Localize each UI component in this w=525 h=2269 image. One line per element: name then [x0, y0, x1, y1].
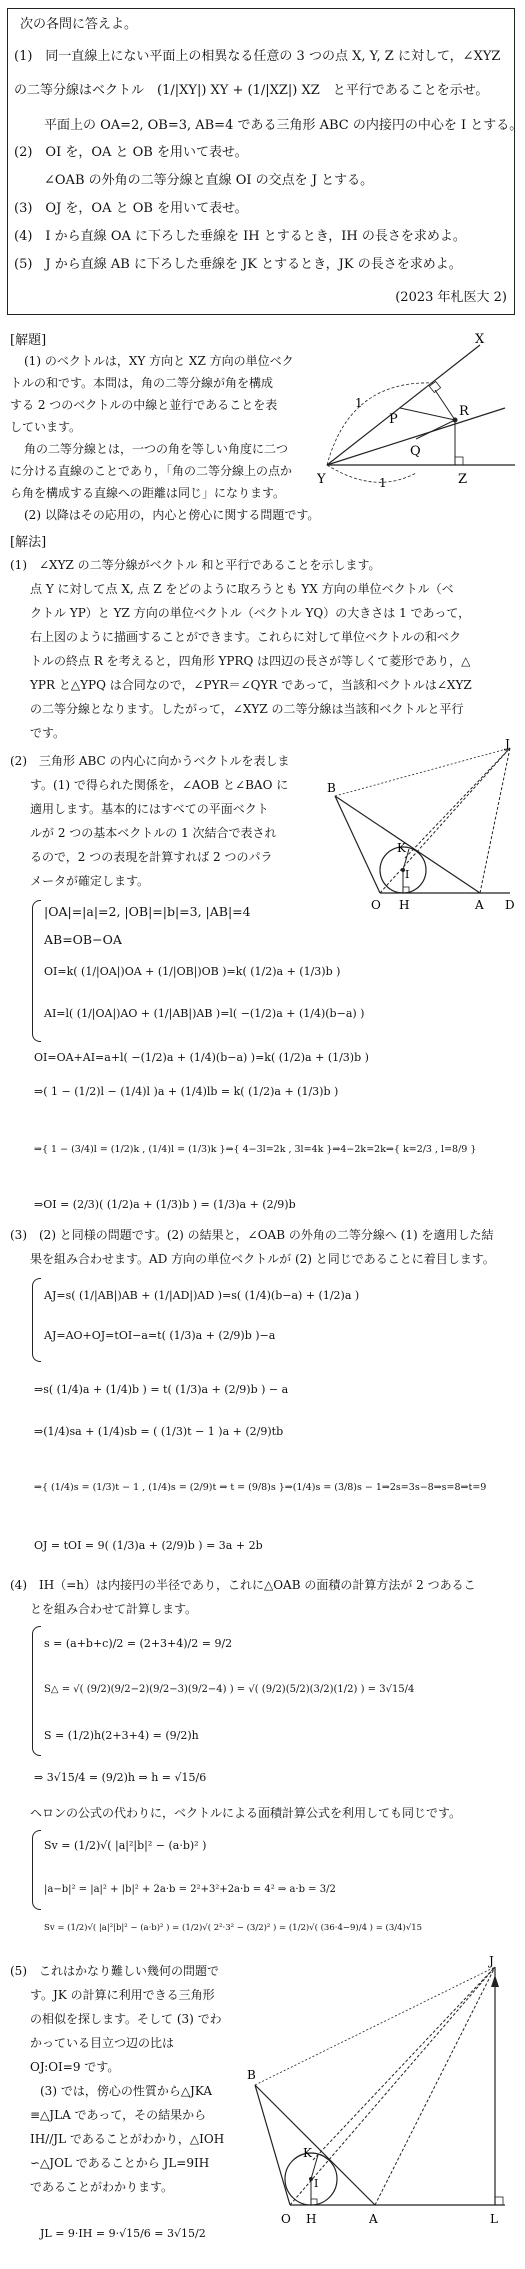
kaidai-line: トルの和です。本問は，角の二等分線が角を構成 [10, 376, 274, 390]
solution-1-line: クトル YP）と YZ 方向の単位ベクトル（ベクトル YQ）の大きさは 1 であって， [30, 606, 471, 620]
question-4: (4) I から直線 OA に下ろした垂線を IH とするとき，IH の長さを求めよ。 [14, 229, 466, 244]
equation-line: ⇒ 3√15/4 = (9/2)h ⇒ h = √15/6 [34, 1771, 207, 1784]
solution-5-line: ∽△JOL であることから JL=9IH [30, 2156, 210, 2170]
equation-line: JL = 9·IH = 9·√15/6 = 3√15/2 [40, 2227, 206, 2240]
label-q: Q [410, 444, 421, 459]
solution-5-line: の相似を探します。そして (3) でわ [30, 2012, 222, 2026]
right-angle-mark [455, 457, 463, 465]
equation-line: s = (a+b+c)/2 = (2+3+4)/2 = 9/2 [44, 1637, 233, 1650]
solution-3-line: 果を組み合わせます。AD 方向の単位ベクトルが (2) と同じであることに着目します。 [30, 1252, 495, 1266]
solution-4-note: ヘロンの公式の代わりに，ベクトルによる面積計算公式を利用しても同じです。 [30, 1806, 462, 1820]
solution-5-line: OJ:OI=9 です。 [30, 2060, 120, 2074]
equation-line: AI=l( (1/|OA|)AO + (1/|AB|)AB )=l( −(1/2)a + (1/4)(b−a) ) [44, 1007, 365, 1020]
equation-line: ⇒{ 1 − (3/4)l = (1/2)k , (1/4)l = (1/3)k }⇒{ 4−3l=2k , 3l=4k }⇒4−2k=2k⇒{ k=2/3 , l=8/9 } [34, 1144, 477, 1155]
label-h: H [306, 2212, 317, 2226]
equation-line: Sv = (1/2)√( |a|²|b|² − (a·b)² ) [44, 1839, 207, 1852]
label-one: 1 [355, 396, 363, 410]
label-b: B [247, 2068, 256, 2082]
label-i: I [405, 868, 410, 881]
equation-line: AJ=s( (1/|AB|)AB + (1/|AD|)AD )=s( (1/4)(b−a) + (1/2)a ) [44, 1289, 360, 1302]
equation-line: S△ = √( (9/2)(9/2−2)(9/2−3)(9/2−4) ) = √( (9/2)(5/2)(3/2)(1/2) ) = 3√15/4 [44, 1684, 415, 1695]
label-x: X [475, 332, 485, 347]
equation-line: ⇒( 1 − (1/2)l − (1/4)l )a + (1/4)lb = k( (1/2)a + (1/3)b ) [34, 1085, 339, 1098]
solution-1-line: です。 [30, 726, 66, 740]
question-3: (3) OJ を，OA と OB を用いて表せ。 [14, 201, 248, 216]
line-oj [290, 1967, 495, 2205]
ray-yx [327, 345, 480, 465]
equation-line: S = (1/2)h(2+3+4) = (9/2)h [44, 1729, 199, 1742]
line-bj [335, 748, 510, 796]
kaidai-line: する 2 つのベクトルの中線と並行であることを表 [10, 398, 278, 412]
problem-setup-2: ∠OAB の外角の二等分線と直線 OI の交点を J とする。 [44, 173, 374, 188]
problem-source: (2023 年札医大 2) [395, 290, 507, 305]
solution-1-line: 点 Y に対して点 X, 点 Z をどのように取ろうとも YX 方向の単位ベクトル（ベ [30, 582, 454, 596]
line-aj [480, 748, 510, 893]
equation-line: |a−b|² = |a|² + |b|² + 2a·b = 2²+3²+2a·b = 4² ⇒ a·b = 3/2 [44, 1884, 336, 1895]
label-p: P [389, 412, 398, 427]
solution-5-line: であることがわかります。 [30, 2180, 174, 2194]
label-j: J [505, 738, 510, 751]
line-oj [380, 748, 510, 893]
label-r: R [459, 404, 469, 419]
equation-line: ⇒s( (1/4)a + (1/4)b ) = t( (1/3)a + (2/9)b ) − a [34, 1383, 289, 1396]
label-a: A [369, 2212, 378, 2226]
equation-line: ⇒OI = (2/3)( (1/2)a + (1/3)b ) = (1/3)a + (2/9)b [34, 1198, 296, 1211]
kaiho-heading: [解法] [10, 535, 47, 550]
solution-1-line: YPR と△YPQ は合同なので，∠PYR＝∠QYR であって，当該和ベクトルは∠XYZ [30, 678, 472, 692]
equation-line: ⇒{ (1/4)s = (1/3)t − 1 , (1/4)s = (2/9)t ⇒ t = (9/8)s }⇒(1/4)s = (3/8)s − 1⇒2s=3s−8⇒s=8⇒t=9 [34, 1482, 487, 1493]
incircle-figure-l [245, 1955, 515, 2255]
arrow-head [491, 1975, 499, 1987]
equation-brace [32, 1830, 41, 1910]
solution-2-line: 適用します。基本的にはすべての平面ベクト [30, 802, 269, 816]
label-b: B [327, 781, 336, 795]
equation-line: OI=OA+AI=a+l( −(1/2)a + (1/4)(b−a) )=k( (1/2)a + (1/3)b ) [34, 1051, 369, 1064]
label-o: O [371, 898, 381, 912]
solution-1-line: の二等分線となります。したがって，∠XYZ の二等分線は当該和ベクトルと平行 [30, 702, 464, 716]
solution-5-line: かっている目立つ辺の比は [30, 2036, 175, 2050]
solution-2-line: す。(1) で得られた関係を，∠AOB と∠BAO に [30, 778, 289, 792]
equation-line: |OA|=|a|=2, |OB|=|b|=3, |AB|=4 [44, 904, 251, 919]
equation-line: OJ = tOI = 9( (1/3)a + (2/9)b ) = 3a + 2b [34, 1539, 263, 1552]
equation-brace [32, 900, 41, 1042]
label-one: 1 [379, 476, 387, 490]
kaidai-line: ら角を構成する直線への距離は同じ」になります。 [10, 486, 286, 500]
label-d: D [505, 898, 515, 912]
solution-1-line: 右上図のように描画することができます。これらに対して単位ベクトルの和ベク [30, 630, 462, 644]
equation-brace [32, 1278, 41, 1362]
perpendicular-line [435, 390, 455, 420]
question-1-line1: (1) 同一直線上にない平面上の相異なる任意の 3 つの点 X, Y, Z に対して，∠XYZ [14, 49, 501, 64]
label-j: J [489, 1955, 494, 1968]
kaidai-line: (2) 以降はその応用の，内心と傍心に関する問題です。 [24, 508, 320, 522]
question-1-line2: の二等分線はベクトル (1/|XY|) XY + (1/|XZ|) XZ と平行であることを示せ。 [14, 83, 489, 98]
solution-2-line: ルが 2 つの基本ベクトルの 1 次結合で表され [30, 826, 277, 840]
equation-line: OI=k( (1/|OA|)OA + (1/|OB|)OB )=k( (1/2)a + (1/3)b ) [44, 965, 341, 978]
label-i: I [314, 2177, 319, 2190]
line-kj [405, 748, 510, 858]
rhombus-side [400, 408, 455, 420]
label-o: O [281, 2212, 291, 2226]
question-2: (2) OI を，OA と OB を用いて表せ。 [14, 145, 248, 160]
label-h: H [399, 898, 410, 912]
solution-5-line: (5) これはかなり難しい幾何の問題で [10, 1964, 219, 1978]
equation-line: AB=OB−OA [44, 932, 122, 947]
equation-line: Sv = (1/2)√( |a|²|b|² − (a·b)² ) = (1/2)√( 2²·3² − (3/2)² ) = (1/2)√( (36·4−9)/4 ) = (3/4)√15 [44, 1923, 423, 1933]
label-z: Z [458, 472, 468, 487]
kaidai-line: 角の二等分線とは，一つの角を等しい角度に二つ [24, 442, 289, 456]
line-bj [255, 1967, 495, 2085]
problem-setup-1: 平面上の OA=2, OB=3, AB=4 である三角形 ABC の内接円の中心を I とする。 [44, 118, 523, 133]
label-y: Y [317, 472, 326, 487]
equation-line: AJ=AO+OJ=tOI−a=t( (1/3)a + (2/9)b )−a [44, 1329, 276, 1342]
kaidai-line: (1) のベクトルは，XY 方向と XZ 方向の単位ベク [24, 354, 294, 368]
question-5: (5) J から直線 AB に下ろした垂線を JK とするとき，JK の長さを求めよ。 [14, 257, 462, 272]
angle-bisector-figure [315, 325, 520, 490]
label-k: K [303, 2146, 312, 2160]
solution-5-line: ≡△JLA であって，その結果から [30, 2108, 207, 2122]
incircle-figure-d [325, 738, 520, 913]
label-k: K [397, 841, 406, 855]
kaidai-heading: [解題] [10, 333, 47, 348]
kaidai-line: に分ける直線のことであり，「角の二等分線上の点か [10, 464, 293, 478]
solution-5-line: IH//JL であることがわかり，△IOH [30, 2132, 225, 2146]
solution-2-line: (2) 三角形 ABC の内心に向かうベクトルを表しま [10, 754, 290, 768]
solution-5-line: (3) では，傍心の性質から△JKA [40, 2084, 212, 2098]
solution-2-line: るので，2 つの表現を計算すれば 2 つのパラ [30, 850, 273, 864]
solution-5-line: す。JK の計算に利用できる三角形 [30, 1988, 215, 2002]
point-i [309, 2177, 313, 2181]
equation-line: ⇒(1/4)sa + (1/4)sb = ( (1/3)t − 1 )a + (2/9)tb [34, 1425, 284, 1438]
solution-4-line: (4) IH（=h）は内接円の半径であり，これに△OAB の面積の計算方法が 2 つあるこ [10, 1578, 476, 1592]
point-r [453, 418, 458, 423]
right-angle-mark [495, 2197, 503, 2205]
solution-2-line: メータが確定します。 [30, 874, 150, 888]
arc-mark [327, 465, 416, 482]
solution-1-line: トルの終点 R を考えると，四角形 YPRQ は四辺の長さが等しくて菱形であり，△ [30, 654, 471, 668]
label-l: L [490, 2212, 498, 2226]
equation-brace [32, 1626, 41, 1756]
solution-4-line: とを組み合わせて計算します。 [30, 1602, 198, 1616]
kaidai-line: しています。 [10, 420, 82, 434]
rhombus-side [416, 420, 455, 439]
label-a: A [475, 898, 484, 912]
line-kj [313, 1967, 495, 2160]
solution-3-line: (3) (2) と同様の問題です。(2) の結果と，∠OAB の外角の二等分線へ (1) を適用した結 [10, 1228, 494, 1242]
problem-intro: 次の各問に答えよ。 [20, 17, 138, 32]
solution-1-line: (1) ∠XYZ の二等分線がベクトル 和と平行であることを示します。 [10, 558, 381, 572]
